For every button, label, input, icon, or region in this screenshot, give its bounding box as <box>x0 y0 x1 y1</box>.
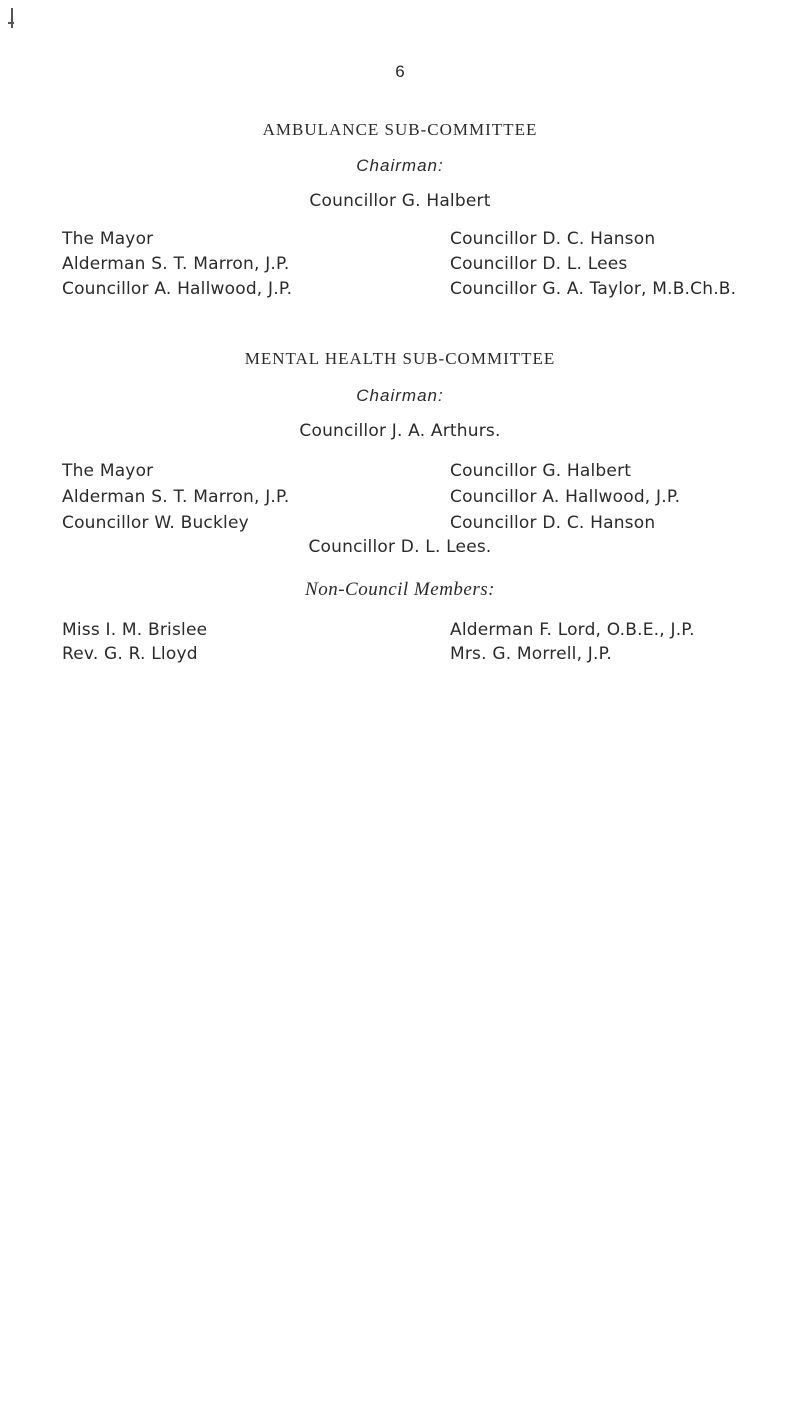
mental-health-title: MENTAL HEALTH SUB-COMMITTEE <box>244 349 556 368</box>
non-council-member: Mrs. G. Morrell, J.P. <box>450 644 613 664</box>
non-council-member: Rev. G. R. Lloyd <box>62 644 198 664</box>
page-number: 6 <box>395 62 405 81</box>
ambulance-member: Councillor D. C. Hanson <box>450 229 656 249</box>
margin-mark <box>8 22 14 24</box>
mental-health-member: Councillor W. Buckley <box>62 513 249 533</box>
non-council-member: Miss I. M. Brislee <box>62 620 208 640</box>
mental-health-chairman: Councillor J. A. Arthurs. <box>299 421 501 441</box>
mental-health-member: Councillor G. Halbert <box>450 461 632 481</box>
mental-health-member: Councillor A. Hallwood, J.P. <box>450 487 681 507</box>
ambulance-chair-heading: Chairman: <box>356 156 444 175</box>
mental-health-member: Councillor D. C. Hanson <box>450 513 656 533</box>
ambulance-member: Councillor G. A. Taylor, M.B.Ch.B. <box>450 279 737 299</box>
ambulance-member: Councillor D. L. Lees <box>450 254 628 274</box>
ambulance-chairman: Councillor G. Halbert <box>309 191 491 211</box>
ambulance-member: Councillor A. Hallwood, J.P. <box>62 279 293 299</box>
mental-health-member: Alderman S. T. Marron, J.P. <box>62 487 290 507</box>
margin-mark <box>11 8 13 28</box>
ambulance-member: Alderman S. T. Marron, J.P. <box>62 254 290 274</box>
mental-health-last-member: Councillor D. L. Lees. <box>308 537 492 557</box>
non-council-heading: Non-Council Members: <box>305 579 495 600</box>
mental-health-member: The Mayor <box>62 461 154 481</box>
non-council-member: Alderman F. Lord, O.B.E., J.P. <box>450 620 695 640</box>
ambulance-title: AMBULANCE SUB-COMMITTEE <box>262 120 538 139</box>
mental-health-chair-heading: Chairman: <box>356 386 444 405</box>
ambulance-member: The Mayor <box>62 229 154 249</box>
